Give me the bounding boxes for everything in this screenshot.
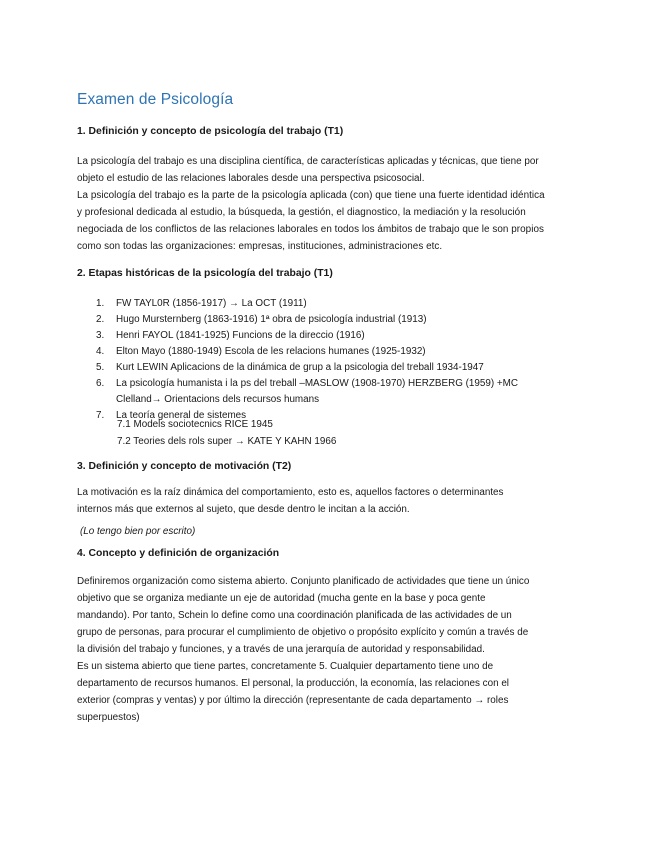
text-line: La psicología del trabajo es una disciplina científica, de características aplicadas y técnicas, que tiene por xyxy=(77,156,539,167)
section-4-paragraph-2 xyxy=(77,658,578,726)
list-number: 1. xyxy=(96,298,105,309)
list-item xyxy=(77,328,577,344)
text-line: y profesional dedicada al estudio, la búsqueda, la gestión, el diagnostico, la mediación y la resolución xyxy=(77,207,526,218)
text-line: objeto el estudio de las relaciones laborales desde una perspectiva psicosocial. xyxy=(77,173,425,184)
history-list xyxy=(77,296,577,424)
list-text: Henri FAYOL (1841-1925) Funcions de la direccio (1916) xyxy=(116,330,365,341)
text-line: departamento de recursos humanos. El personal, la producción, la economía, las relaciones con el xyxy=(77,678,510,689)
section-1-paragraph-2 xyxy=(77,187,578,255)
section-3-note: (Lo tengo bien por escrito) xyxy=(80,526,196,537)
section-3-paragraph xyxy=(77,484,578,518)
list-number: 5. xyxy=(96,362,105,373)
text-line: Definiremos organización como sistema abierto. Conjunto planificado de actividades que tiene un único xyxy=(77,576,530,587)
section-3-heading: 3. Definición y concepto de motivación (T2) xyxy=(77,461,292,472)
list-text: Hugo Mursternberg (1863-1916) 1ª obra de psicología industrial (1913) xyxy=(116,314,427,325)
list-number: 6. xyxy=(96,378,105,389)
text-line: objetivo que se organiza mediante un eje de autoridad (mucha gente en la base y poca gente xyxy=(77,593,486,604)
sub-item: 7.2 Teories dels rols super → KATE Y KAHN 1966 xyxy=(117,436,337,447)
text-line: la división del trabajo y funciones, y a través de una jerarquía de autoridad y responsabilidad. xyxy=(77,644,485,655)
text-line: La motivación es la raíz dinámica del comportamiento, esto es, aquellos factores o determinantes xyxy=(77,487,504,498)
document-title: Examen de Psicología xyxy=(77,91,234,108)
section-1-paragraph-1 xyxy=(77,153,578,187)
list-item xyxy=(77,376,577,408)
text-line: grupo de personas, para procurar el cumplimiento de objetivo o propósito explícito y común a través de xyxy=(77,627,529,638)
text-line: Es un sistema abierto que tiene partes, concretamente 5. Cualquier departamento tiene uno de xyxy=(77,661,494,672)
text-line: internos más que externos al sujeto, que desde dentro le incitan a la acción. xyxy=(77,504,410,515)
list-item xyxy=(77,360,577,376)
sub-item: 7.1 Models sociotecnics RICE 1945 xyxy=(117,419,273,430)
text-line: superpuestos) xyxy=(77,712,140,723)
text-line: negociada de los conflictos de las relaciones laborales en todos los ámbitos de trabajo que le son propios xyxy=(77,224,544,235)
text-line: mandando). Por tanto, Schein lo define como una coordinación planificada de las actividades de un xyxy=(77,610,512,621)
section-4-paragraph-1 xyxy=(77,573,578,658)
list-text: La psicología humanista i la ps del treball –MASLOW (1908-1970) HERZBERG (1959) +MC xyxy=(116,378,519,389)
list-item xyxy=(77,296,577,312)
list-item xyxy=(77,312,577,328)
section-2-heading: 2. Etapas históricas de la psicología del trabajo (T1) xyxy=(77,268,333,279)
list-number: 2. xyxy=(96,314,105,325)
list-text: Kurt LEWIN Aplicacions de la dinámica de grup a la psicologia del treball 1934-1947 xyxy=(116,362,484,373)
section-4-heading: 4. Concepto y definición de organización xyxy=(77,548,280,559)
list-text: FW TAYL0R (1856-1917) → La OCT (1911) xyxy=(116,298,307,309)
list-number: 7. xyxy=(96,410,105,421)
text-line: como son todas las organizaciones: empresas, instituciones, administraciones etc. xyxy=(77,241,443,252)
section-1-heading: 1. Definición y concepto de psicología del trabajo (T1) xyxy=(77,126,344,137)
list-text: Elton Mayo (1880-1949) Escola de les relacions humanes (1925-1932) xyxy=(116,346,426,357)
list-number: 4. xyxy=(96,346,105,357)
text-line: exterior (compras y ventas) y por último la dirección (representante de cada departamento → roles xyxy=(77,695,509,706)
list-text-continued: Clelland→ Orientacions dels recursos humans xyxy=(116,394,320,405)
list-number: 3. xyxy=(96,330,105,341)
list-item xyxy=(77,344,577,360)
text-line: La psicología del trabajo es la parte de la psicología aplicada (con) que tiene una fuerte identidad idéntica xyxy=(77,190,545,201)
list-text: La teoría general de sistemes xyxy=(116,410,247,421)
